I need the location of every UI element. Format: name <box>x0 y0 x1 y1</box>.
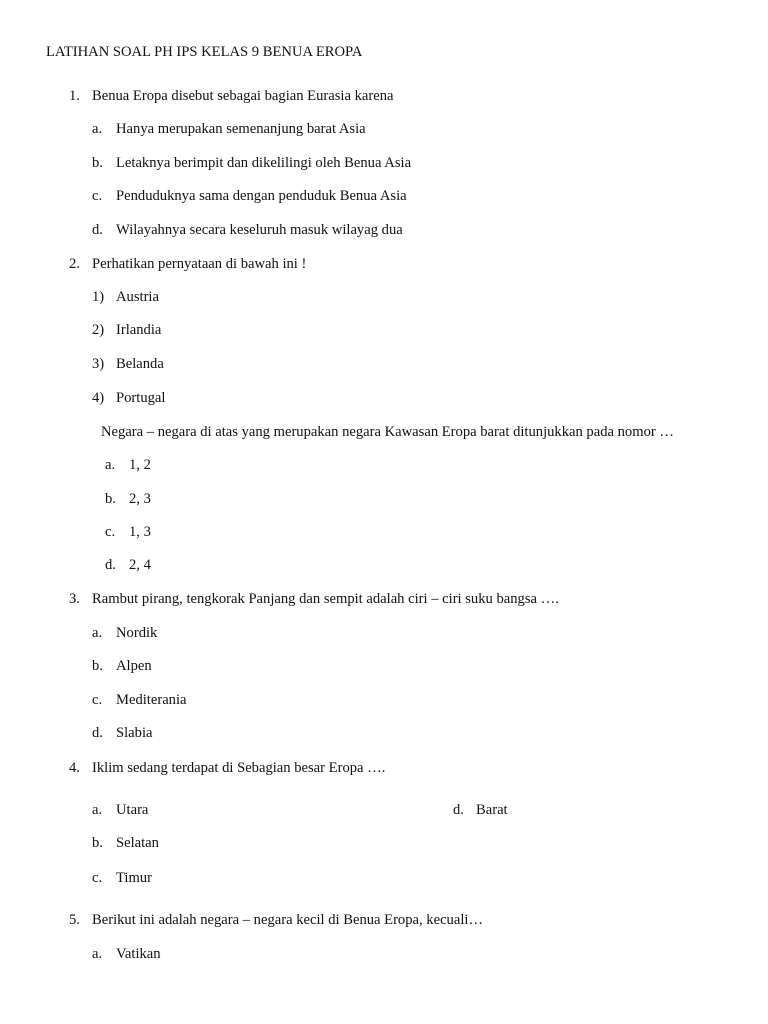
document-title: LATIHAN SOAL PH IPS KELAS 9 BENUA EROPA <box>46 44 363 60</box>
statement-text: Austria <box>116 289 159 305</box>
option-text: Hanya merupakan semenanjung barat Asia <box>116 121 366 137</box>
option-marker: b. <box>105 491 116 507</box>
statement-marker: 3) <box>92 356 105 372</box>
option-marker: c. <box>92 870 103 886</box>
statement-marker: 2) <box>92 322 105 338</box>
option-marker: a. <box>105 457 116 473</box>
option-text: Timur <box>116 870 152 886</box>
statement-marker: 4) <box>92 390 105 406</box>
option-text: 1, 3 <box>129 524 151 540</box>
statement-text: Belanda <box>116 356 164 372</box>
option-marker: d. <box>92 725 103 741</box>
option-text: Vatikan <box>116 946 161 962</box>
option-text: 1, 2 <box>129 457 151 473</box>
statement-marker: 1) <box>92 289 105 305</box>
question-text: Rambut pirang, tengkorak Panjang dan sempit adalah ciri – ciri suku bangsa …. <box>92 591 559 607</box>
option-marker: b. <box>92 658 103 674</box>
option-text: Penduduknya sama dengan penduduk Benua Asia <box>116 188 407 204</box>
question-number: 4. <box>69 760 80 776</box>
option-marker: d. <box>92 222 103 238</box>
option-marker: d. <box>453 802 464 818</box>
option-text: Barat <box>476 802 508 818</box>
question-number: 5. <box>69 912 80 928</box>
option-marker: a. <box>92 121 103 137</box>
option-marker: c. <box>92 692 103 708</box>
question-number: 3. <box>69 591 80 607</box>
option-text: 2, 3 <box>129 491 151 507</box>
option-text: Nordik <box>116 625 158 641</box>
option-marker: c. <box>105 524 116 540</box>
question-text: Perhatikan pernyataan di bawah ini ! <box>92 256 307 272</box>
option-text: Utara <box>116 802 149 818</box>
question-text: Benua Eropa disebut sebagai bagian Eurasia karena <box>92 88 394 104</box>
question-text: Berikut ini adalah negara – negara kecil di Benua Eropa, kecuali… <box>92 912 484 928</box>
question-text: Iklim sedang terdapat di Sebagian besar Eropa …. <box>92 760 386 776</box>
option-marker: b. <box>92 835 103 851</box>
option-marker: a. <box>92 802 103 818</box>
option-marker: c. <box>92 188 103 204</box>
option-text: Slabia <box>116 725 153 741</box>
option-text: Mediterania <box>116 692 187 708</box>
question-prompt: Negara – negara di atas yang merupakan negara Kawasan Eropa barat ditunjukkan pada nomor … <box>101 424 674 440</box>
option-marker: a. <box>92 946 103 962</box>
option-text: Letaknya berimpit dan dikelilingi oleh Benua Asia <box>116 155 412 171</box>
option-text: Selatan <box>116 835 159 851</box>
option-marker: a. <box>92 625 103 641</box>
question-number: 1. <box>69 88 80 104</box>
question-number: 2. <box>69 256 80 272</box>
option-marker: b. <box>92 155 103 171</box>
statement-text: Irlandia <box>116 322 162 338</box>
option-text: Wilayahnya secara keseluruh masuk wilayag dua <box>116 222 403 238</box>
option-text: Alpen <box>116 658 152 674</box>
statement-text: Portugal <box>116 390 166 406</box>
option-text: 2, 4 <box>129 557 151 573</box>
option-marker: d. <box>105 557 116 573</box>
